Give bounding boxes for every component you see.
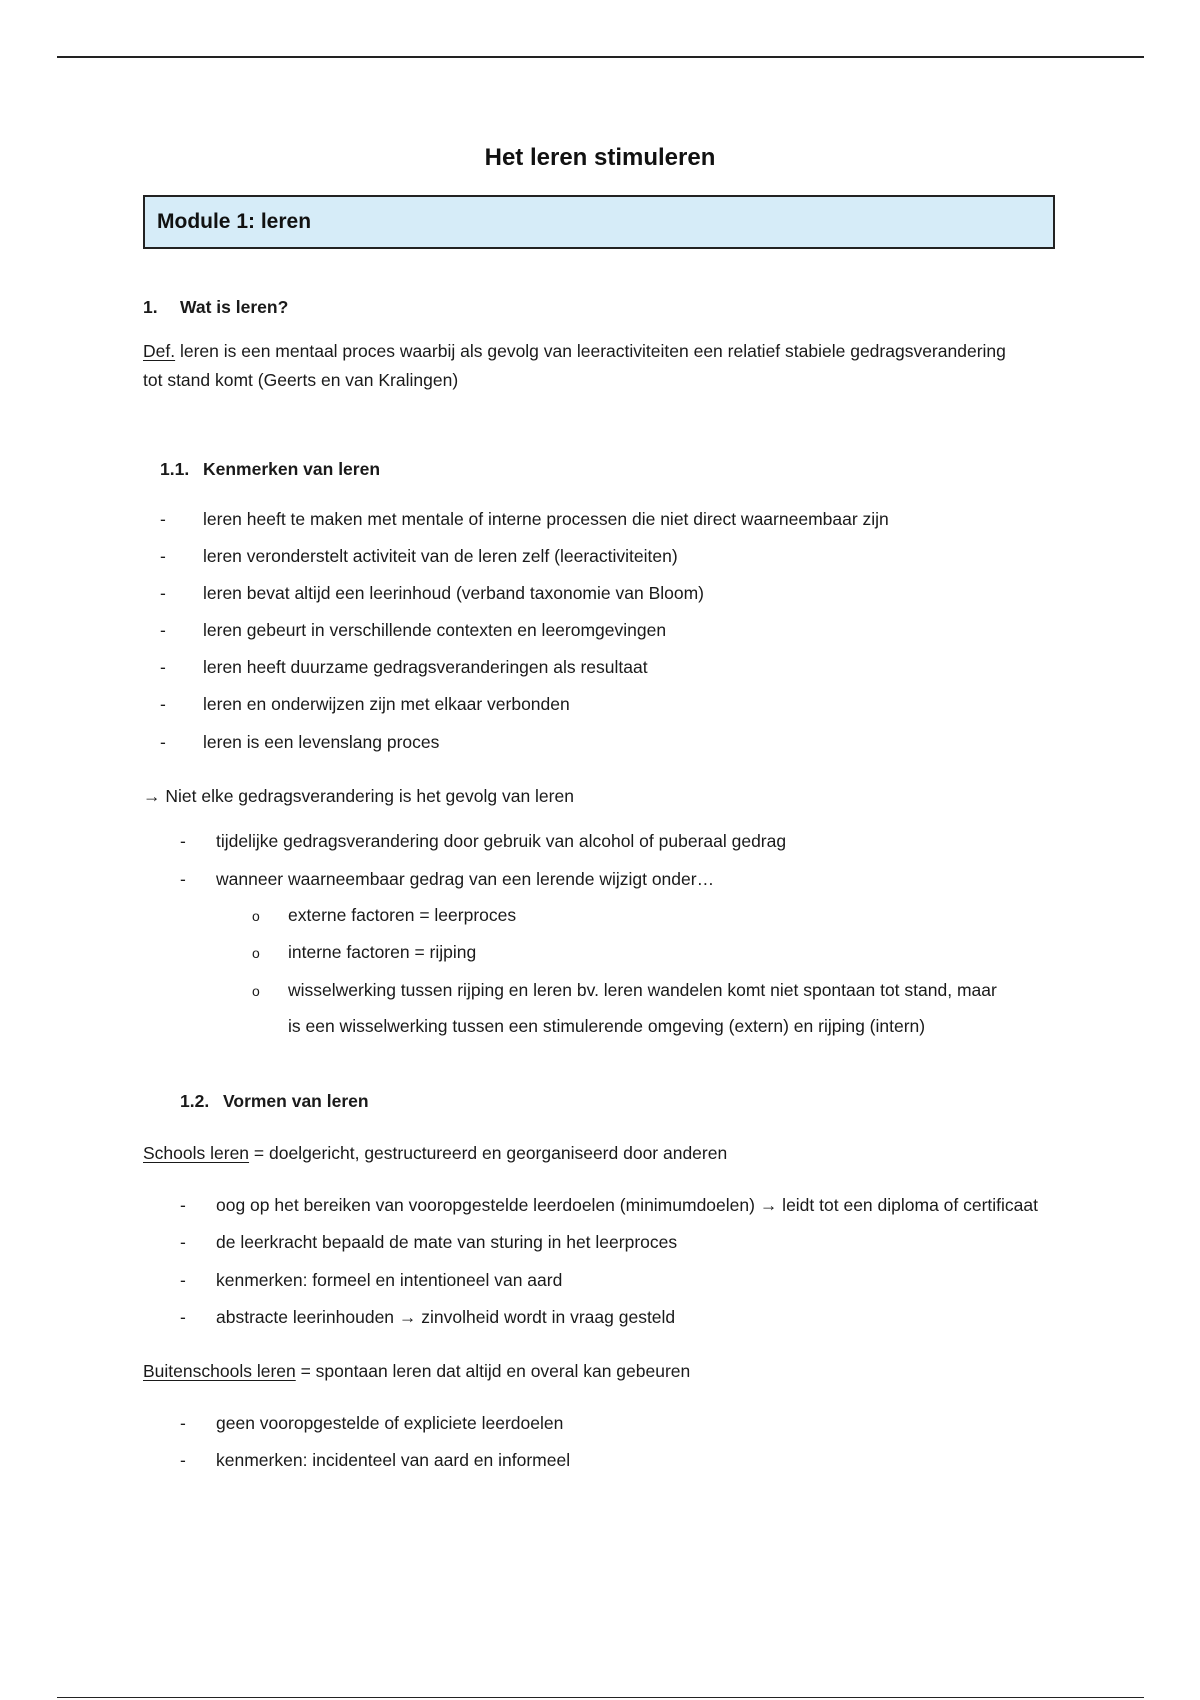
- list-item: leren is een levenslang proces: [203, 732, 440, 752]
- bullet-dash: -: [180, 831, 186, 851]
- schools-leren-label: Schools leren: [143, 1143, 250, 1163]
- bottom-rule: [57, 1697, 1144, 1698]
- top-rule: [57, 56, 1144, 58]
- section-1-1-title: Kenmerken van leren: [203, 459, 381, 479]
- section-1-2-title: Vormen van leren: [223, 1091, 369, 1111]
- module-heading: Module 1: leren: [157, 210, 312, 233]
- bullet-dash: -: [180, 1307, 186, 1327]
- list-item: oog op het bereiken van vooropgestelde leerdoelen (minimumdoelen) → leidt tot een diploma of certificaat: [216, 1195, 1039, 1215]
- buitenschools-leren-label: Buitenschools leren: [143, 1361, 296, 1381]
- list-item: geen vooropgestelde of expliciete leerdoelen: [216, 1413, 564, 1433]
- schools-leren-text: = doelgericht, gestructureerd en georganiseerd door anderen: [249, 1143, 728, 1163]
- list-item: leren heeft te maken met mentale of interne processen die niet direct waarneembaar zijn: [203, 509, 889, 529]
- list-item: de leerkracht bepaald de mate van sturing in het leerproces: [216, 1232, 678, 1252]
- arrow-note: → Niet elke gedragsverandering is het gevolg van leren: [143, 786, 574, 806]
- bullet-dash: -: [180, 1232, 186, 1252]
- bullet-dash: -: [180, 869, 186, 889]
- list-item: leren bevat altijd een leerinhoud (verband taxonomie van Bloom): [203, 583, 704, 603]
- buitenschools-leren-definition: [143, 1361, 690, 1382]
- document-title: Het leren stimuleren: [484, 144, 716, 171]
- bullet-dash: -: [160, 509, 166, 529]
- list-item: abstracte leerinhouden → zinvolheid wordt in vraag gesteld: [216, 1307, 676, 1327]
- list-item: leren en onderwijzen zijn met elkaar verbonden: [203, 694, 570, 714]
- list-item: kenmerken: formeel en intentioneel van aard: [216, 1270, 563, 1290]
- sublist-item: externe factoren = leerproces: [288, 905, 517, 925]
- sublist-item: wisselwerking tussen rijping en leren bv. leren wandelen komt niet spontaan tot stand, maar: [288, 980, 997, 1000]
- buitenschools-leren-text: = spontaan leren dat altijd en overal kan gebeuren: [295, 1361, 691, 1381]
- section-1-1-heading: [160, 459, 380, 480]
- circle-bullet: o: [252, 983, 260, 999]
- list-item: leren veronderstelt activiteit van de leren zelf (leeractiviteiten): [203, 546, 678, 566]
- sublist-item-continuation: is een wisselwerking tussen een stimulerende omgeving (extern) en rijping (intern): [288, 1016, 926, 1036]
- definition-paragraph: [143, 337, 1006, 395]
- list-item: leren heeft duurzame gedragsveranderingen als resultaat: [203, 657, 648, 677]
- bullet-dash: -: [160, 583, 166, 603]
- bullet-dash: -: [160, 546, 166, 566]
- section-1-1-number: 1.1.: [160, 459, 190, 479]
- list-item: wanneer waarneembaar gedrag van een lerende wijzigt onder…: [216, 869, 715, 889]
- list-item: tijdelijke gedragsverandering door gebruik van alcohol of puberaal gedrag: [216, 831, 787, 851]
- circle-bullet: o: [252, 908, 260, 924]
- bullet-dash: -: [180, 1270, 186, 1290]
- module-heading-box: [143, 195, 1055, 249]
- definition-line-2: tot stand komt (Geerts en van Kralingen): [143, 370, 459, 390]
- section-1-title: Wat is leren?: [180, 297, 289, 317]
- definition-line-1: leren is een mentaal proces waarbij als gevolg van leeractiviteiten een relatief stabiele gedragsverandering: [175, 341, 1006, 361]
- list-item: kenmerken: incidenteel van aard en informeel: [216, 1450, 571, 1470]
- section-1-2-number: 1.2.: [180, 1091, 210, 1111]
- bullet-dash: -: [180, 1450, 186, 1470]
- section-1-number: 1.: [143, 297, 158, 317]
- bullet-dash: -: [160, 694, 166, 714]
- bullet-dash: -: [160, 657, 166, 677]
- bullet-dash: -: [180, 1413, 186, 1433]
- bullet-dash: -: [180, 1195, 186, 1215]
- bullet-dash: -: [160, 620, 166, 640]
- sublist-item: interne factoren = rijping: [288, 942, 477, 962]
- circle-bullet: o: [252, 945, 260, 961]
- section-1-2-heading: [180, 1091, 369, 1112]
- definition-label: Def.: [143, 341, 176, 361]
- bullet-dash: -: [160, 732, 166, 752]
- section-1-heading: [143, 297, 288, 318]
- schools-leren-definition: [143, 1143, 727, 1164]
- list-item: leren gebeurt in verschillende contexten en leeromgevingen: [203, 620, 667, 640]
